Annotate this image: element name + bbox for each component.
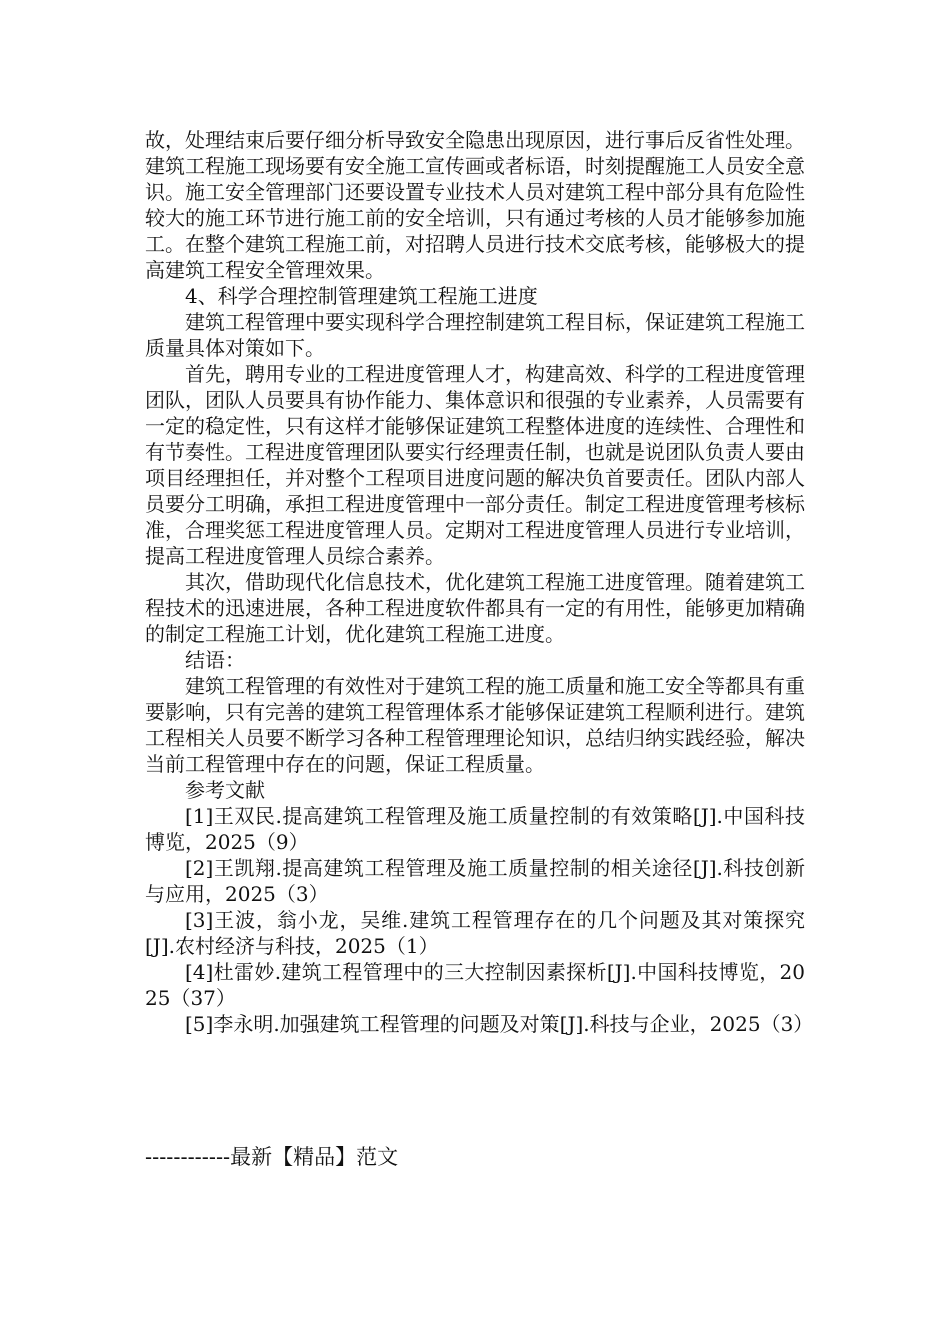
paragraph-first-measure: 首先，聘用专业的工程进度管理人才，构建高效、科学的工程进度管理团队，团队人员要具有协作能力、集体意识和很强的专业素养，人员需要有一定的稳定性，只有这样才能够保证建筑工程整体进度的连续性、合理性和有节奏性。工程进度管理团队要实行经理责任制，也就是说团队负责人要由项目经理担任，并对整个工程项目进度问题的解决负首要责任。团队内部人员要分工明确，承担工程进度管理中一部分责任。制定工程进度管理考核标准，合理奖惩工程进度管理人员。定期对工程进度管理人员进行专业培训，提高工程进度管理人员综合素养。 [145, 362, 805, 568]
section-heading-schedule-control: 4、科学合理控制管理建筑工程施工进度 [185, 284, 538, 308]
paragraph-conclusion: 建筑工程管理的有效性对于建筑工程的施工质量和施工安全等都具有重要影响，只有完善的建筑工程管理体系才能够保证建筑工程顺利进行。建筑工程相关人员要不断学习各种工程管理理论知识，总结归纳实践经验，解决当前工程管理中存在的问题，保证工程质量。 [145, 674, 805, 776]
paragraph-schedule-intro: 建筑工程管理中要实现科学合理控制建筑工程目标，保证建筑工程施工质量具体对策如下。 [145, 310, 805, 360]
references-heading: 参考文献 [185, 778, 265, 802]
reference-item-1: [1]王双民.提高建筑工程管理及施工质量控制的有效策略[J].中国科技博览，2025（9） [145, 804, 805, 854]
paragraph-second-measure: 其次，借助现代化信息技术，优化建筑工程施工进度管理。随着建筑工程技术的迅速进展，各种工程进度软件都具有一定的有用性，能够更加精确的制定工程施工计划，优化建筑工程施工进度。 [145, 570, 805, 646]
reference-item-3: [3]王波，翁小龙，吴维.建筑工程管理存在的几个问题及其对策探究[J].农村经济与科技，2025（1） [145, 908, 805, 958]
paragraph-safety-continuation: 故，处理结束后要仔细分析导致安全隐患出现原因，进行事后反省性处理。建筑工程施工现场要有安全施工宣传画或者标语，时刻提醒施工人员安全意识。施工安全管理部门还要设置专业技术人员对建筑工程中部分具有危险性较大的施工环节进行施工前的安全培训，只有通过考核的人员才能够参加施工。在整个建筑工程施工前，对招聘人员进行技术交底考核，能够极大的提高建筑工程安全管理效果。 [145, 128, 805, 282]
page-footer: ------------最新【精品】范文 [145, 1145, 399, 1169]
reference-item-4: [4]杜雷妙.建筑工程管理中的三大控制因素探析[J].中国科技博览，2025（37） [145, 960, 805, 1010]
reference-item-2: [2]王凯翔.提高建筑工程管理及施工质量控制的相关途径[J].科技创新与应用，2025（3） [145, 856, 805, 906]
conclusion-heading: 结语： [185, 648, 245, 672]
reference-item-5: [5]李永明.加强建筑工程管理的问题及对策[J].科技与企业，2025（3） [185, 1012, 814, 1036]
document-body [145, 127, 814, 1037]
